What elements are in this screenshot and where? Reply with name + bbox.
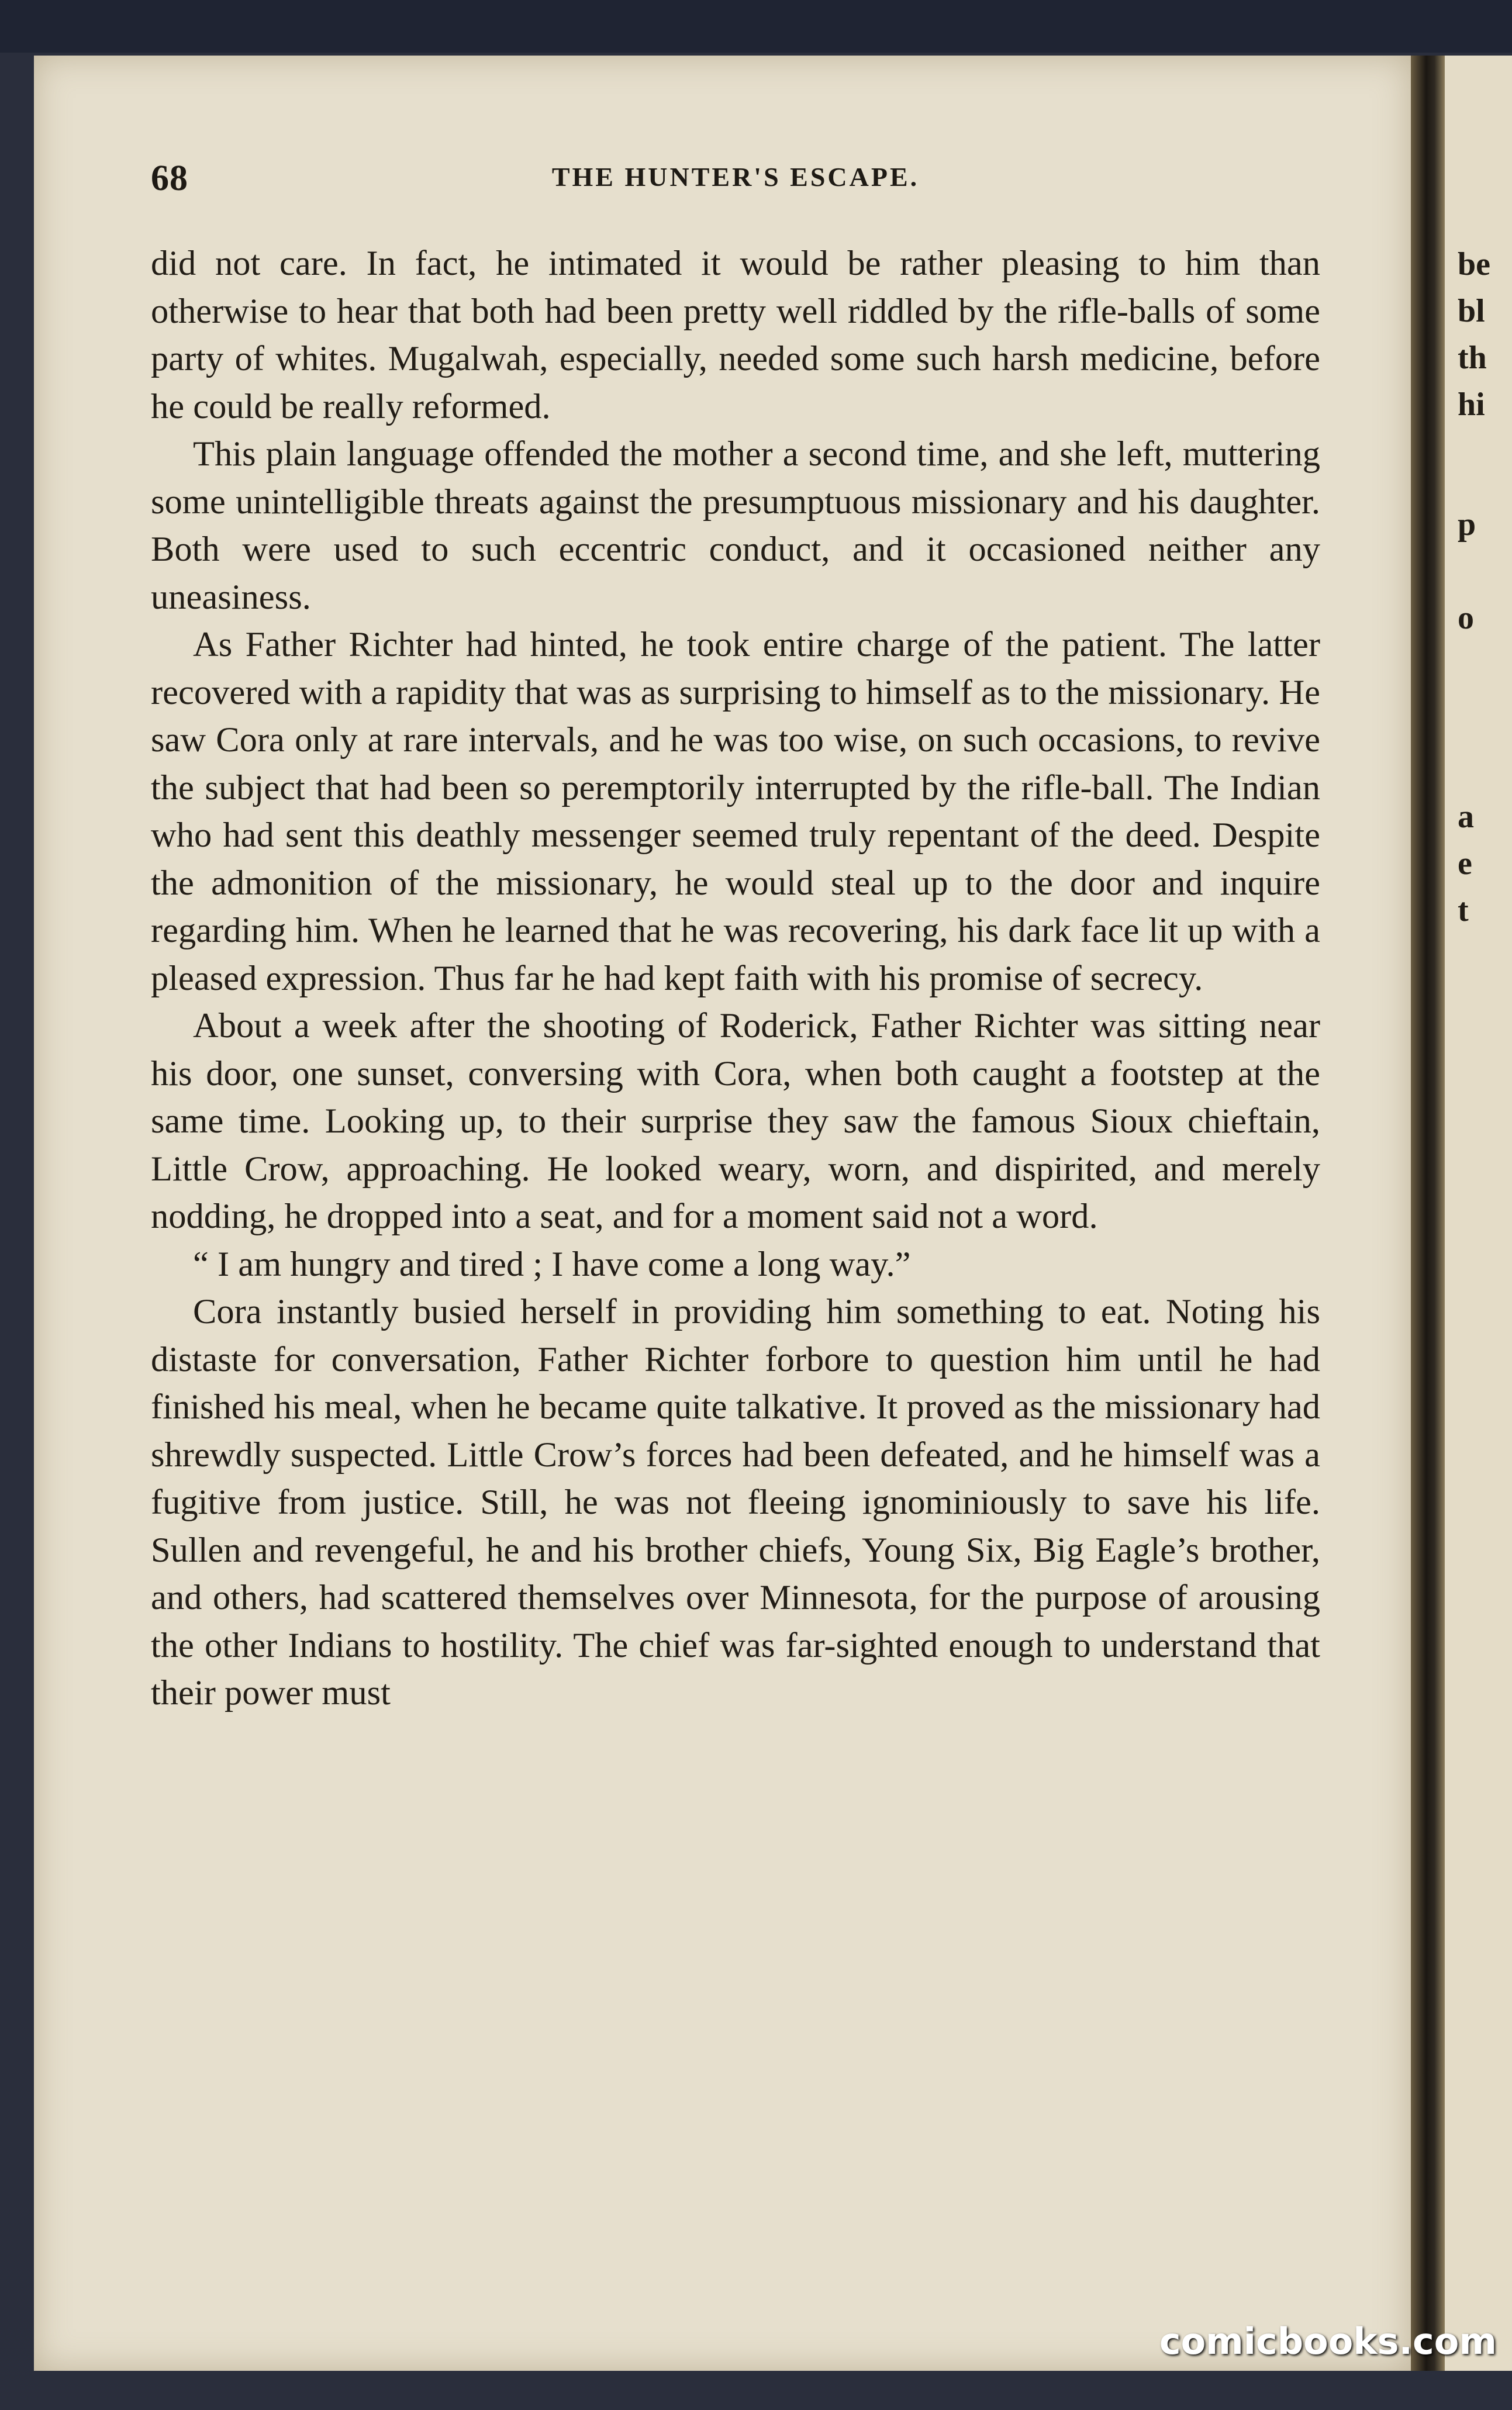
scanner-background — [0, 0, 1512, 53]
facing-fragment: e — [1458, 845, 1472, 882]
facing-fragment: t — [1458, 892, 1469, 928]
facing-page-edge — [1445, 56, 1512, 2371]
facing-fragment: a — [1458, 799, 1474, 835]
paragraph-2: This plain language offended the mother a second time, and she left, muttering some unintelligible threats against the presumptuous missionary and his daughter. Both were used to such eccentric conduct, and it occasioned neither any uneasiness. — [151, 434, 1320, 617]
paragraph-6: Cora instantly busied herself in providing him something to eat. Noting his distaste for conversation, Father Richter forbore to question him until he had finished his meal, when he became quite talkative. It proved as the missionary had shrewdly suspected. Little Crow’s forces had been defeated, and he himself was a fugitive from justice. Still, he was not fleeing ignominiously to save his life. Sullen and revengeful, he and his brother chiefs, Young Six, Big Eagle’s brother, and others, had scattered themselves over Minnesota, for the purpose of arousing the other Indians to hostility. The chief was far-sighted enough to understand that their power must — [151, 1292, 1320, 1712]
body-text — [151, 240, 1320, 1717]
running-title: THE HUNTER'S ESCAPE. — [551, 162, 920, 192]
page-number: 68 — [151, 158, 188, 198]
page-content — [151, 158, 1320, 2321]
facing-fragment: bl — [1458, 293, 1485, 329]
paragraph-1: did not care. In fact, he intimated it would be rather pleasing to him than otherwise to hear that both had been pretty well riddled by the rifle-balls of some party of whites. Mugalwah, especially, needed some such harsh medicine, before he could be really reformed. — [151, 244, 1320, 426]
facing-fragment: o — [1458, 600, 1474, 636]
facing-fragment: be — [1458, 246, 1490, 282]
paragraph-3: As Father Richter had hinted, he took entire charge of the patient. The latter recovered with a rapidity that was as surprising to himself as to the missionary. He saw Cora only at rare intervals, and he was too wise, on such occasions, to revive the subject that had been so peremptorily interrupted by the rifle-ball. The Indian who had sent this deathly messenger seemed truly repentant of the deed. Despite the admonition of the missionary, he would steal up to the door and inquire regarding him. When he learned that he was recovering, his dark face lit up with a pleased expression. Thus far he had kept faith with his promise of secrecy. — [151, 625, 1320, 998]
facing-fragment: p — [1458, 506, 1476, 543]
running-head — [151, 158, 1320, 216]
book-page — [34, 56, 1411, 2371]
paragraph-4: About a week after the shooting of Roderick, Father Richter was sitting near his door, one sunset, conversing with Cora, when both caught a footstep at the same time. Looking up, to their surprise they saw the famous Sioux chieftain, Little Crow, approaching. He looked weary, worn, and dispirited, and merely nodding, he dropped into a seat, and for a moment said not a word. — [151, 1006, 1320, 1236]
facing-fragment: th — [1458, 340, 1487, 376]
book-gutter — [1411, 56, 1445, 2371]
facing-fragment: hi — [1458, 386, 1485, 423]
watermark-logo: comicbooks.com — [1159, 2320, 1497, 2363]
paragraph-5: “ I am hungry and tired ; I have come a long way.” — [193, 1244, 911, 1284]
